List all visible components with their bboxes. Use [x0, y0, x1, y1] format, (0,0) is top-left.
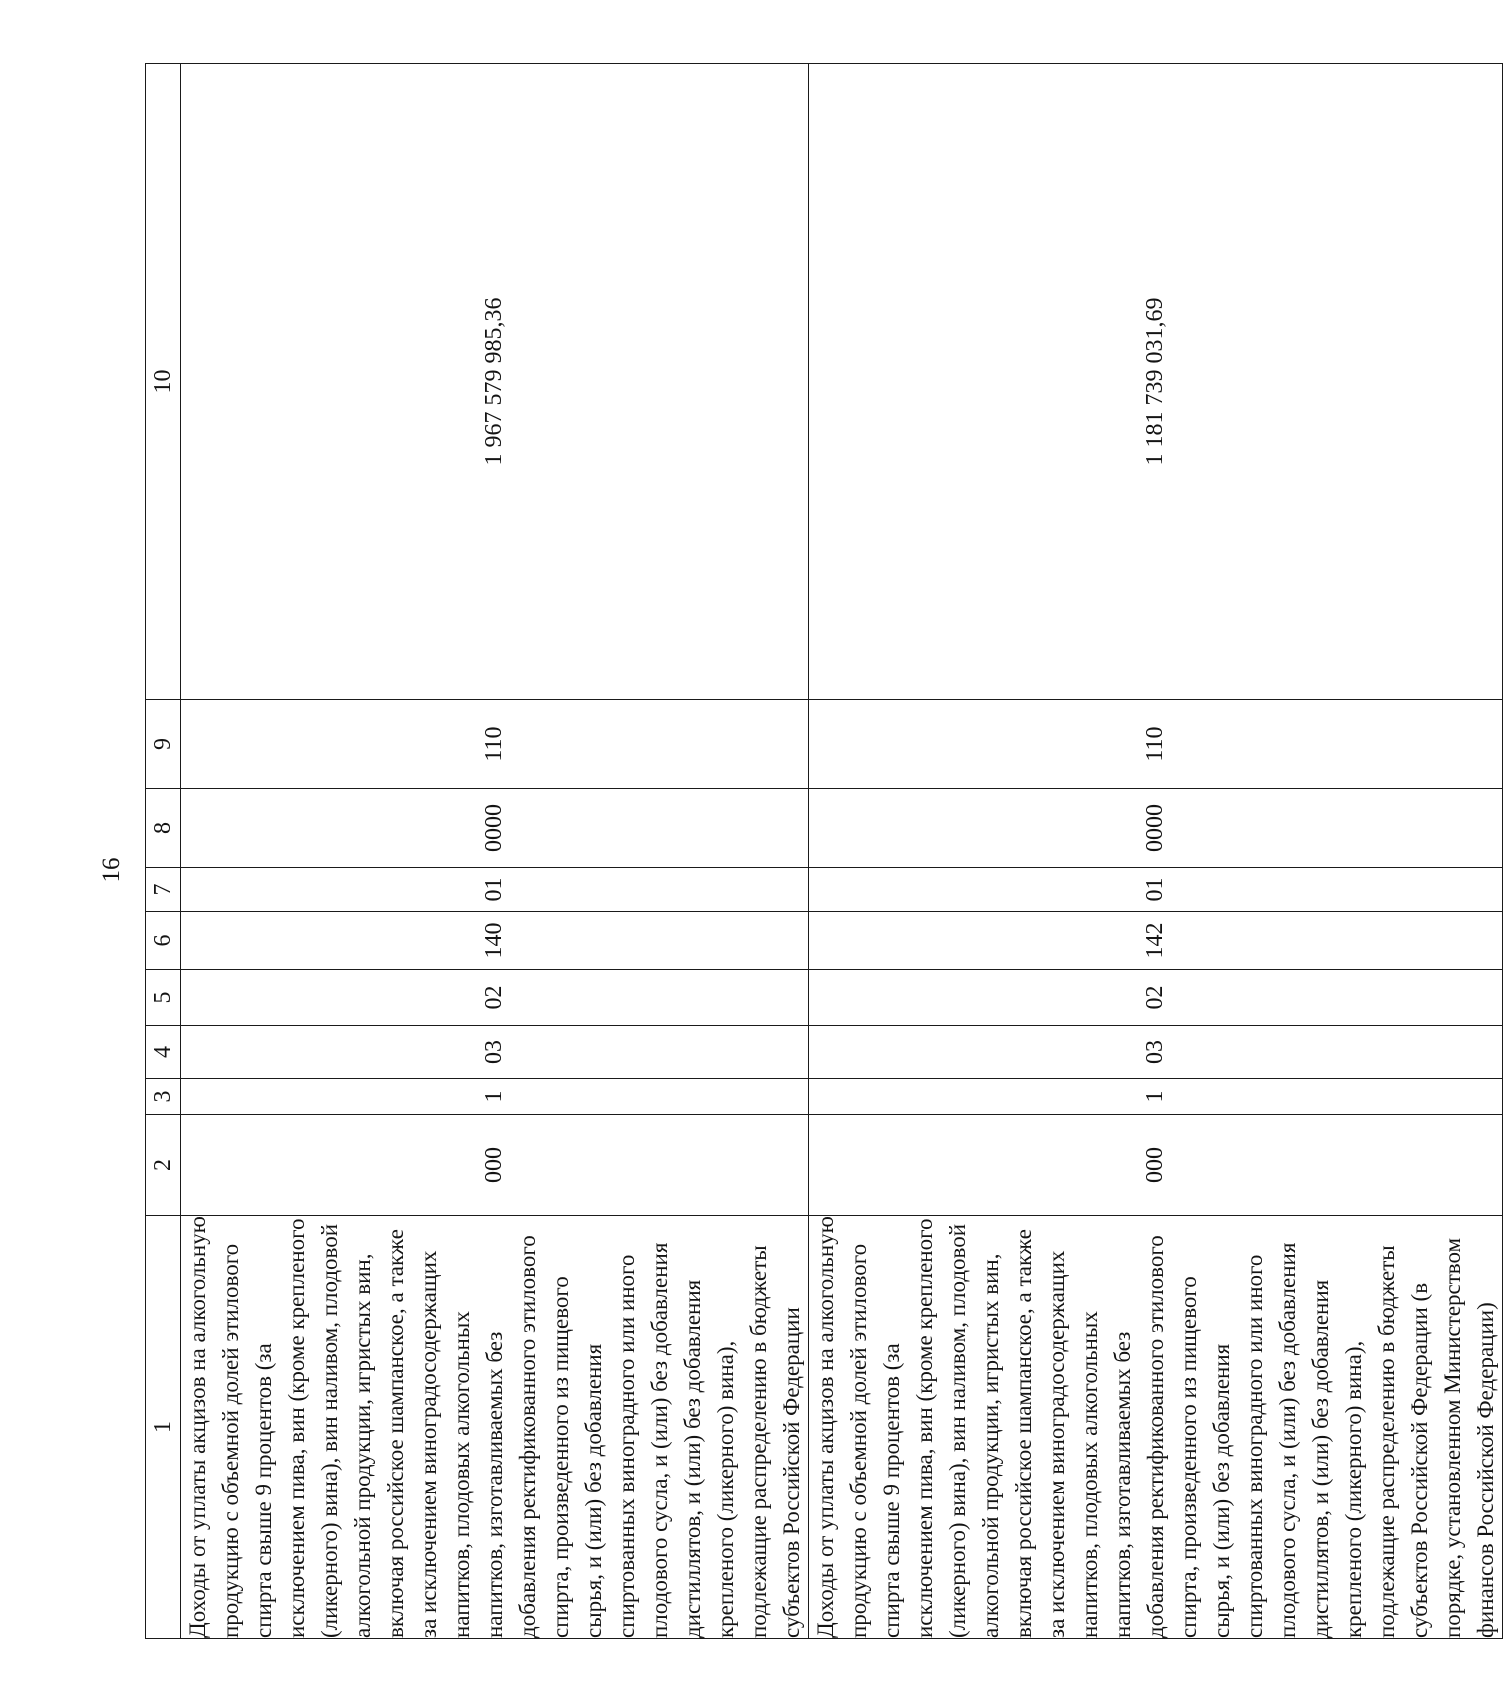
- header-col-4: 4: [146, 1026, 181, 1079]
- cell-col-7: 01: [809, 868, 1503, 912]
- page-number: 16: [98, 857, 125, 883]
- cell-col-4: 03: [809, 1026, 1503, 1079]
- cell-amount: 1 967 579 985,36: [181, 64, 809, 700]
- header-col-3: 3: [146, 1079, 181, 1115]
- cell-col-7: 01: [181, 868, 809, 912]
- header-col-5: 5: [146, 970, 181, 1026]
- row-description: Доходы от уплаты акцизов на алкогольную продукцию с объемной долей этилового спирта свыше 9 процентов (за исключением пива, вин (кроме крепленого (ликерного) вина), вин наливом, плодовой алкогольной продукции, игристых вин, включая российское шампанское, а также за исключением виноградосодержащих напитков, плодовых алкогольных напитков, изготавливаемых без добавления ректификованного этилового спирта, произведенного из пищевого сырья, и (или) без добавления спиртованных виноградного или иного плодового сусла, и (или) без добавления дистиллятов, и (или) без добавления крепленого (ликерного) вина), подлежащие распределению в бюджеты субъектов Российской Федерации: [181, 1216, 809, 1639]
- cell-col-9: 110: [809, 700, 1503, 789]
- cell-col-3: 1: [809, 1079, 1503, 1115]
- header-col-8: 8: [146, 789, 181, 868]
- cell-col-8: 0000: [181, 789, 809, 868]
- cell-col-2: 000: [181, 1115, 809, 1216]
- cell-col-3: 1: [181, 1079, 809, 1115]
- revenue-table: [145, 63, 1503, 1639]
- cell-col-5: 02: [809, 970, 1503, 1026]
- header-col-1: 1: [146, 1216, 181, 1639]
- table-row: [809, 64, 1503, 1639]
- cell-amount: 1 181 739 031,69: [809, 64, 1503, 700]
- table-row: [181, 64, 809, 1639]
- header-col-10: 10: [146, 64, 181, 700]
- header-col-9: 9: [146, 700, 181, 789]
- row-description: Доходы от уплаты акцизов на алкогольную продукцию с объемной долей этилового спирта свыше 9 процентов (за исключением пива, вин (кроме крепленого (ликерного) вина), вин наливом, плодовой алкогольной продукции, игристых вин, включая российское шампанское, а также за исключением виноградосодержащих напитков, плодовых алкогольных напитков, изготавливаемых без добавления ректификованного этилового спирта, произведенного из пищевого сырья, и (или) без добавления спиртованных виноградного или иного плодового сусла, и (или) без добавления дистиллятов, и (или) без добавления крепленого (ликерного) вина), подлежащие распределению в бюджеты субъектов Российской Федерации (в порядке, установленном Министерством финансов Российской Федерации): [809, 1216, 1503, 1639]
- cell-col-2: 000: [809, 1115, 1503, 1216]
- table-wrapper: [145, 64, 1498, 1639]
- header-col-6: 6: [146, 912, 181, 970]
- cell-col-9: 110: [181, 700, 809, 789]
- cell-col-6: 142: [809, 912, 1503, 970]
- header-col-2: 2: [146, 1115, 181, 1216]
- cell-col-5: 02: [181, 970, 809, 1026]
- header-col-7: 7: [146, 868, 181, 912]
- cell-col-8: 0000: [809, 789, 1503, 868]
- table-header-row: [146, 64, 181, 1639]
- cell-col-6: 140: [181, 912, 809, 970]
- cell-col-4: 03: [181, 1026, 809, 1079]
